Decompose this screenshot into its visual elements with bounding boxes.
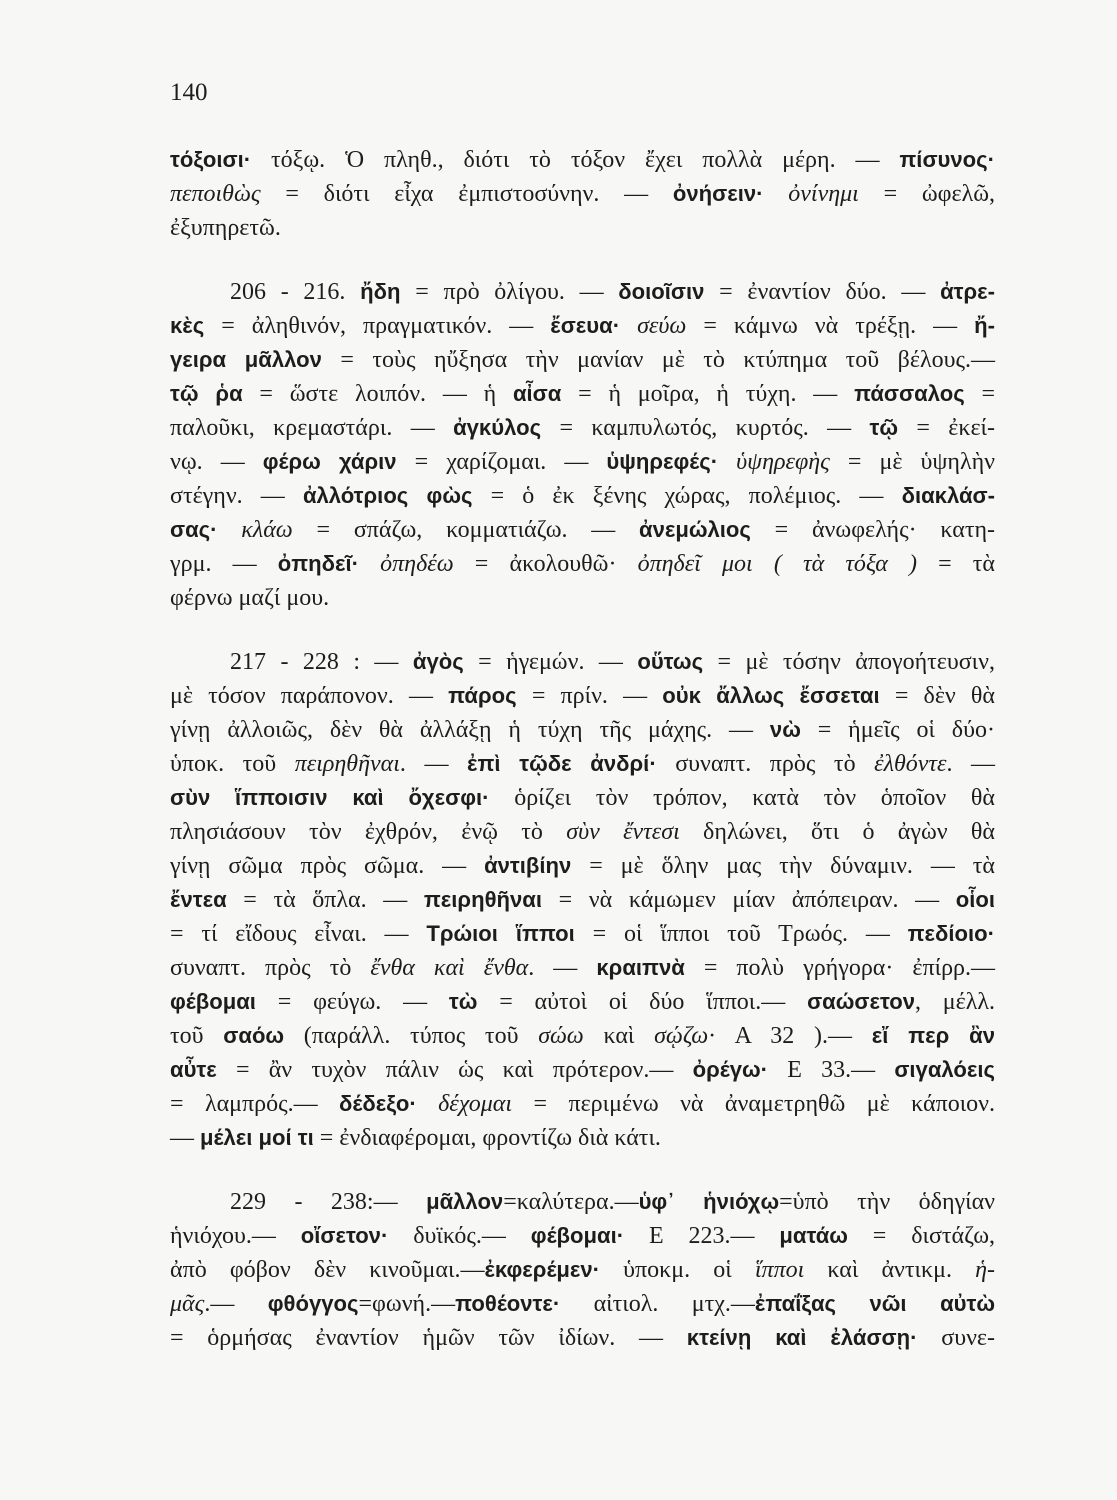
gloss-text: = ἂν τυχὸν πάλιν ὡς καὶ πρότερον.— xyxy=(216,1057,693,1083)
gloss-text: = φεύγω. — xyxy=(255,989,449,1015)
headword: σαόω xyxy=(223,1023,285,1048)
headword: ὀπηδεῖ· xyxy=(277,551,359,576)
gloss-text: = νὰ κάμωμεν μίαν ἀπόπειραν. — xyxy=(541,887,956,913)
gloss-text: καὶ xyxy=(583,1023,655,1049)
gloss-text: =φωνή.— xyxy=(358,1291,456,1317)
gloss-text: = πρίν. — xyxy=(516,683,663,709)
headword: διακλάσ- xyxy=(901,483,996,508)
headword: κτείνῃ καὶ ἐλάσσῃ· xyxy=(686,1325,918,1350)
headword: οὕτως xyxy=(637,649,704,674)
gloss-text: γίνῃ σῶμα πρὸς σῶμα. — xyxy=(170,853,485,879)
gloss-text: νῳ. — xyxy=(170,449,263,475)
gloss-text: . — xyxy=(399,751,468,777)
cited-form: σώω xyxy=(538,1023,584,1049)
headword: τὼ xyxy=(448,989,478,1014)
gloss-text: = διότι εἶχα ἐμπιστοσύνην. — xyxy=(260,181,673,207)
headword: φέβομαι· xyxy=(530,1223,625,1248)
gloss-text: = καμπυλωτός, κυρτός. — xyxy=(541,415,870,441)
headword: σαώσετον xyxy=(807,989,915,1014)
text-line xyxy=(170,713,995,747)
gloss-text: = δὲν θὰ xyxy=(879,683,995,709)
text-line xyxy=(170,747,995,781)
headword: ποθέοντε· xyxy=(455,1291,561,1316)
cited-form: ὀπηδεῖ μοι ( τὰ τόξα ) xyxy=(637,551,917,577)
headword: ὑφ᾽ ἡνιόχῳ xyxy=(638,1189,780,1214)
cited-form: μᾶς xyxy=(170,1291,205,1317)
gloss-text xyxy=(620,313,637,339)
gloss-text xyxy=(764,181,789,207)
headword: ἔντεα xyxy=(170,887,227,912)
gloss-text: = μὲ ὑψηλὴν xyxy=(829,449,995,475)
headword: ὑψηρεφές· xyxy=(606,449,719,474)
headword: πειρηθῆναι xyxy=(423,887,542,912)
gloss-text: . — xyxy=(946,751,996,777)
gloss-text: δηλώνει, ὅτι ὁ ἀγὼν θὰ xyxy=(679,819,995,845)
gloss-text: ἡνιόχου.— xyxy=(170,1223,301,1249)
headword: ἀγὸς xyxy=(412,649,464,674)
headword: αἶσα xyxy=(512,381,562,406)
headword: οἷοι xyxy=(955,887,996,912)
headword: φέρω χάριν xyxy=(262,449,397,474)
gloss-text: παλοῦκι, κρεμαστάρι. — xyxy=(170,415,454,441)
gloss-text: = πρὸ ὀλίγου. — xyxy=(400,279,619,305)
gloss-text: συνε- xyxy=(917,1325,995,1351)
headword: ἐπαΐξας νῶι αὐτὼ xyxy=(754,1291,995,1316)
headword: τῷ xyxy=(869,415,899,440)
headword: ἀτρε- xyxy=(940,279,995,304)
gloss-text: καὶ ἀντικμ. xyxy=(804,1257,976,1283)
gloss-text: = διστάζω, xyxy=(847,1223,995,1249)
headword: νὼ xyxy=(769,717,801,742)
headword: ἀντιβίην xyxy=(484,853,572,878)
headword: πάσσαλος xyxy=(854,381,965,406)
gloss-text xyxy=(359,551,380,577)
headword: ἐπὶ τῷδε ἀνδρί· xyxy=(467,751,657,776)
gloss-text: = ὁρμήσας ἐναντίον ἡμῶν τῶν ἰδίων. — xyxy=(170,1325,687,1351)
headword: δέδεξο· xyxy=(339,1091,417,1116)
text-line xyxy=(170,951,995,985)
text-line xyxy=(170,781,995,815)
gloss-text: = χαρίζομαι. — xyxy=(396,449,607,475)
gloss-text: = τὰ xyxy=(916,551,995,577)
gloss-text: = ὥστε λοιπόν. — ἡ xyxy=(242,381,513,407)
cited-form: σῴζω xyxy=(654,1023,709,1049)
gloss-text: = πολὺ γρήγορα· ἐπίρρ.— xyxy=(684,955,996,981)
paragraph xyxy=(170,645,995,1155)
gloss-text: συναπτ. πρὸς τὸ xyxy=(656,751,875,777)
cited-form: ὀπηδέω xyxy=(380,551,454,577)
text-line xyxy=(170,679,995,713)
gloss-text: μὲ τόσον παράπονον. — xyxy=(170,683,449,709)
gloss-text: τόξῳ. Ὁ πληθ., διότι τὸ τόξον ἔχει πολλὰ μέρη. — xyxy=(251,147,900,173)
gloss-text xyxy=(218,517,242,543)
gloss-text: ὁρίζει τὸν τρόπον, κατὰ τὸν ὁποῖον θὰ xyxy=(489,785,995,811)
gloss-text: , μέλλ. xyxy=(914,989,995,1015)
gloss-text: τοῦ xyxy=(170,1023,224,1049)
gloss-text: γρμ. — xyxy=(170,551,278,577)
gloss-text: 206 - 216. xyxy=(230,279,361,305)
cited-form: ὀνίνημι xyxy=(788,181,859,207)
gloss-text: φέρνω μαζί μου. xyxy=(170,585,330,611)
headword: οἴσετον· xyxy=(300,1223,389,1248)
text-line xyxy=(170,581,995,615)
gloss-text: . — xyxy=(528,955,597,981)
gloss-text: = ἐναντίον δύο. — xyxy=(704,279,941,305)
gloss-text: = ἀκολουθῶ· xyxy=(453,551,638,577)
cited-form: πεποιθὼς xyxy=(170,181,261,207)
headword: ἔσευα· xyxy=(550,313,621,338)
gloss-text: =ὑπὸ τὴν ὁδηγίαν xyxy=(779,1189,995,1215)
text-line xyxy=(170,513,995,547)
gloss-text: = ὁ ἐκ ξένης χώρας, πολέμιος. — xyxy=(472,483,902,509)
gloss-text: · Α 32 ).— xyxy=(708,1023,872,1049)
gloss-text: = ἀνωφελής· κατη- xyxy=(750,517,996,543)
text-line xyxy=(170,815,995,849)
page-number: 140 xyxy=(170,79,208,106)
text-line xyxy=(170,1121,995,1155)
headword: πάρος xyxy=(448,683,517,708)
cited-form: πειρηθῆναι xyxy=(294,751,400,777)
gloss-text: — xyxy=(170,1125,200,1151)
paragraph xyxy=(170,275,995,615)
gloss-text: = κάμνω νὰ τρέξῃ. — xyxy=(686,313,975,339)
headword: γειρα μᾶλλον xyxy=(170,347,322,372)
headword: ἀνεμώλιος xyxy=(639,517,751,542)
text-line xyxy=(170,309,995,343)
gloss-text: 217 - 228 : — xyxy=(230,649,413,675)
gloss-text: γίνῃ ἀλλοιῶς, δὲν θὰ ἀλλάξῃ ἡ τύχη τῆς μάχης. — xyxy=(170,717,770,743)
headword: αὖτε xyxy=(170,1057,217,1082)
text-line xyxy=(170,1185,995,1219)
cited-form: κλάω xyxy=(241,517,293,543)
gloss-text: ὑποκ. τοῦ xyxy=(170,751,295,777)
headword: ἀλλότριος φὼς xyxy=(302,483,473,508)
cited-form: σὺν ἔντεσι xyxy=(566,819,680,845)
cited-form: ἵπποι xyxy=(754,1257,805,1283)
cited-form: ὑψηρεφὴς xyxy=(736,449,830,475)
cited-form: δέχομαι xyxy=(438,1091,513,1117)
text-line xyxy=(170,343,995,377)
cited-form: σεύω xyxy=(637,313,687,339)
headword: μᾶλλον xyxy=(426,1189,504,1214)
cited-form: ἐλθόντε xyxy=(874,751,947,777)
gloss-text: = ἡγεμών. — xyxy=(463,649,638,675)
gloss-text: ὑποκμ. οἱ xyxy=(600,1257,755,1283)
headword: ὀρέγω· xyxy=(692,1057,769,1082)
headword: ἀγκύλος xyxy=(453,415,542,440)
headword: φέβομαι xyxy=(170,989,256,1014)
headword: Τρώιοι ἵπποι xyxy=(426,921,575,946)
headword: ὀνήσειν· xyxy=(672,181,764,206)
gloss-text: στέγην. — xyxy=(170,483,303,509)
headword: πίσυνος· xyxy=(899,147,995,172)
gloss-text: = οἱ ἵπποι τοῦ Τρωός. — xyxy=(574,921,908,947)
gloss-text xyxy=(417,1091,438,1117)
text-line xyxy=(170,275,995,309)
text-line xyxy=(170,917,995,951)
text-line xyxy=(170,645,995,679)
headword: πεδίοιο· xyxy=(907,921,996,946)
gloss-text: = περιμένω νὰ ἀναμετρηθῶ μὲ κάποιον. xyxy=(512,1091,996,1117)
cited-form: ἔνθα καὶ ἔνθα xyxy=(370,955,529,981)
gloss-text: = ἀληθινόν, πραγματικόν. — xyxy=(204,313,551,339)
gloss-text: = τί εἴδους εἶναι. — xyxy=(170,921,427,947)
headword: ἤδη xyxy=(360,279,401,304)
gloss-text: = τὰ ὅπλα. — xyxy=(226,887,424,913)
gloss-text: = σπάζω, κομματιάζω. — xyxy=(292,517,640,543)
text-line xyxy=(170,1019,995,1053)
text-line xyxy=(170,177,995,211)
gloss-text: ἐξυπηρετῶ. xyxy=(170,215,281,241)
gloss-text: δυϊκός.— xyxy=(388,1223,531,1249)
headword: ματάω xyxy=(779,1223,848,1248)
paragraph xyxy=(170,143,995,245)
headword: σὺν ἵπποισιν καὶ ὄχεσφι· xyxy=(170,785,490,810)
headword: τῷ ῥα xyxy=(170,381,243,406)
gloss-text: = ὠφελῶ, xyxy=(858,181,996,207)
gloss-text: = ἐνδιαφέρομαι, φροντίζω διὰ κάτι. xyxy=(313,1125,661,1151)
gloss-text: = ἡ μοῖρα, ἡ τύχη. — xyxy=(561,381,855,407)
gloss-text: =καλύτερα.— xyxy=(503,1189,639,1215)
headword: μέλει μοί τι xyxy=(200,1125,314,1150)
gloss-text: = αὐτοὶ οἱ δύο ἵπποι.— xyxy=(477,989,808,1015)
headword: φθόγγος xyxy=(267,1291,359,1316)
gloss-text: (παράλλ. τύπος τοῦ xyxy=(284,1023,539,1049)
headword: κὲς xyxy=(170,313,205,338)
headword: σιγαλόεις xyxy=(894,1057,995,1082)
text-line xyxy=(170,479,995,513)
gloss-text: = ἐκεί- xyxy=(898,415,995,441)
gloss-text: πλησιάσουν τὸν ἐχθρόν, ἐνῷ τὸ xyxy=(170,819,567,845)
gloss-text: .— xyxy=(204,1291,268,1317)
text-line xyxy=(170,445,995,479)
text-line xyxy=(170,1053,995,1087)
headword: τόξοισι· xyxy=(170,147,252,172)
headword: οὐκ ἄλλως ἔσσεται xyxy=(662,683,880,708)
text-line xyxy=(170,985,995,1019)
text-line xyxy=(170,411,995,445)
headword: ἐκφερέμεν· xyxy=(484,1257,601,1282)
gloss-text: = ἡμεῖς οἱ δύο· xyxy=(800,717,995,743)
text-line xyxy=(170,377,995,411)
text-line xyxy=(170,1253,995,1287)
text-line xyxy=(170,1219,995,1253)
gloss-text: συναπτ. πρὸς τὸ xyxy=(170,955,371,981)
headword: σας· xyxy=(170,517,218,542)
commentary-text xyxy=(170,143,995,1385)
gloss-text: = μὲ τόσην ἀπογοήτευσιν, xyxy=(703,649,995,675)
text-line xyxy=(170,547,995,581)
headword: κραιπνὰ xyxy=(596,955,685,980)
headword: εἴ περ ἂν xyxy=(871,1023,995,1048)
gloss-text: = xyxy=(964,381,996,407)
headword: δοιοῖσιν xyxy=(618,279,705,304)
gloss-text: Ε 223.— xyxy=(624,1223,780,1249)
gloss-text: = μὲ ὅλην μας τὴν δύναμιν. — τὰ xyxy=(571,853,996,879)
gloss-text: Ε 33.— xyxy=(768,1057,895,1083)
text-line xyxy=(170,883,995,917)
gloss-text: 229 - 238:— xyxy=(230,1189,427,1215)
gloss-text: = λαμπρός.— xyxy=(170,1091,340,1117)
text-line xyxy=(170,849,995,883)
text-line xyxy=(170,143,995,177)
gloss-text: ἀπὸ φόβον δὲν κινοῦμαι.— xyxy=(170,1257,485,1283)
text-line xyxy=(170,1087,995,1121)
headword: ἤ- xyxy=(974,313,996,338)
text-line xyxy=(170,1321,995,1355)
gloss-text xyxy=(718,449,736,475)
gloss-text: = τοὺς ηὔξησα τὴν μανίαν μὲ τὸ κτύπημα τοῦ βέλους.— xyxy=(321,347,995,373)
gloss-text: αἰτιολ. μτχ.— xyxy=(560,1291,755,1317)
paragraph xyxy=(170,1185,995,1355)
text-line xyxy=(170,1287,995,1321)
text-line xyxy=(170,211,995,245)
cited-form: ἡ- xyxy=(975,1257,995,1283)
